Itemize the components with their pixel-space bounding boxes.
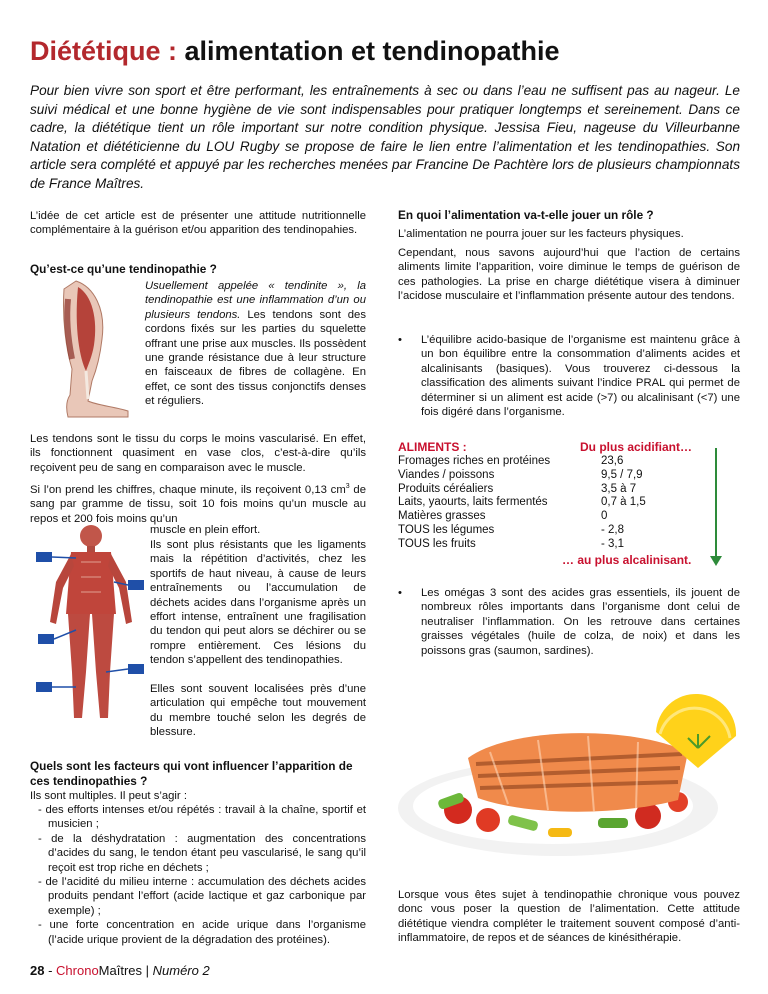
page-footer	[30, 963, 210, 978]
footer-separator: -	[44, 963, 57, 978]
muscle-body-illustration	[36, 522, 146, 727]
pral-value: - 2,8	[601, 523, 625, 536]
food-name: Viandes / poissons	[398, 468, 495, 481]
page-title	[30, 36, 560, 67]
pral-value: 0	[601, 510, 608, 523]
p3-part-a: Si l’on prend les chiffres, chaque minute, ils reçoivent 0,13 cm	[30, 483, 346, 496]
right-p1: L’alimentation ne pourra jouer sur les facteurs physiques.	[398, 228, 684, 240]
factor-item: - des efforts intenses et/ou répétés : travail à la chaîne, sportif et musicien ;	[38, 804, 366, 831]
table-row	[398, 455, 698, 469]
bullet-acid-base	[398, 333, 740, 419]
left-p4: muscle en plein effort.	[150, 524, 261, 536]
pral-value: 0,7 à 1,5	[601, 496, 646, 509]
food-name: Matières grasses	[398, 510, 486, 523]
down-arrow-icon	[708, 448, 724, 568]
factors-list	[30, 803, 366, 947]
heading-role: En quoi l’alimentation va-t-elle jouer un rôle ?	[398, 208, 654, 222]
footer-bar: |	[142, 963, 153, 978]
pral-value: 3,5 à 7	[601, 482, 637, 495]
brand-chrono: Chrono	[56, 963, 99, 978]
bullet-omega3-text: Les omégas 3 sont des acides gras essentiels, ils jouent de nombreux rôles importants dans l’organisme dont celui de neutraliser l’inflammation. On les retrouve dans certaines graisses végétales (huile de colza, de noix) et dans les poissons gras (saumon, sardines).	[421, 587, 740, 657]
left-p1: L’idée de cet article est de présenter une attitude nutritionnelle complémentaire à la guérison et/ou apparition des tendinopahies.	[30, 210, 366, 237]
salmon-dish-photo	[398, 688, 740, 858]
title-main: alimentation et tendinopathie	[177, 36, 560, 66]
intro-paragraph: Pour bien vivre son sport et être performant, les entraînements à sec ou dans l’eau ne suffisent pas au nageur. Le suivi médical et une bonne hygiène de vie sont indispensables pour pratiquer longtemps et sereinement. Dans ce cadre, la diététique tient un rôle important sur notre condition physique. Jessisa Fieu, nageuse du Villeurbanne Natation et diététicienne du LOU Rugby se propose de faire le lien entre l’alimentation et les tendinopathies. Son article sera complété et appuyé par les recherches menées par Francine De Pachtère lors de plusieurs championnats de France Maîtres.	[30, 83, 740, 191]
factor-item: - une forte concentration en acide urique dans l’organisme (l’acide urique provient de la dégradation des protéines).	[38, 919, 366, 946]
pral-value: - 3,1	[601, 537, 625, 550]
left-p7: Ils sont multiples. Il peut s’agir :	[30, 790, 187, 802]
table-row	[398, 469, 698, 483]
bullet-omega3	[398, 586, 740, 658]
pral-value: 9,5 / 7,9	[601, 468, 643, 481]
bullet-dot: •	[398, 334, 402, 346]
bullet-acid-base-text: L’équilibre acido-basique de l’organisme est maintenu grâce à un bon équilibre entre la consommation d’aliments acides et alcalinisants (basiques). Vous trouverez ci-dessous la classification des aliments suivant l’indice PRAL qui permet de déterminer si un aliment est acide (>7) ou alcalinisant (<7) une fois digéré dans l’organisme.	[421, 334, 740, 419]
p3-part-b: de sang par gramme de tissu, soit 10 fois moins qu’un muscle au repos et 200 fois moins qu’un	[30, 483, 366, 525]
left-p3	[30, 480, 366, 526]
factor-item: - de l’acidité du milieu interne : accumulation des déchets acides produits pendant l’effort (acide lactique et gaz carbonique par exemple) ;	[38, 876, 366, 917]
title-prefix: Diététique :	[30, 36, 178, 66]
bullet-dot: •	[398, 587, 402, 599]
table-footer-alkaline: … au plus alcalinisant.	[562, 553, 692, 567]
table-header-foods: ALIMENTS :	[398, 440, 467, 454]
pral-value: 23,6	[601, 455, 624, 467]
p3-superscript: 3	[345, 483, 350, 490]
right-p2: Cependant, nous savons aujourd’hui que l’action de certains aliments limite l’apparition, voire diminue le temps de guérison de ces pathologies. La prise en charge diététique visera à diminuer l’acidose musculaire et l’inflammation présente autour des tendons.	[398, 247, 740, 303]
table-row	[398, 524, 698, 538]
page-number: 28	[30, 963, 45, 978]
table-row	[398, 496, 698, 510]
leg-illustration	[36, 279, 136, 419]
table-row	[398, 538, 698, 552]
heading-factors: Quels sont les facteurs qui vont influencer l’apparition de ces tendinopathies ?	[30, 759, 353, 788]
left-p2: Les tendons sont le tissu du corps le moins vascularisé. En effet, ils fonctionnent quasiment en vase clos, c’est-à-dire qu’ils reçoivent peu de sang en comparaison avec le muscle.	[30, 433, 366, 474]
issue-number: Numéro 2	[152, 963, 210, 978]
food-name: Fromages riches en protéines	[398, 455, 551, 467]
table-row	[398, 510, 698, 524]
definition-italic: Usuellement appelée « tendinite », la tendinopathie est une inflammation d’un ou plusieurs tendons.	[145, 280, 366, 321]
food-name: Produits céréaliers	[398, 482, 494, 495]
left-p6: Elles sont souvent localisées près d’une articulation qui empêche tout mouvement du membre touché selon les degrés de blessure.	[150, 683, 366, 739]
food-name: Laits, yaourts, laits fermentés	[398, 496, 548, 509]
conclusion-paragraph: Lorsque vous êtes sujet à tendinopathie chronique vous pouvez donc vous poser la question de l’alimentation. Cette attitude diététique viendra compléter le traitement souvent composé d’anti-inflammatoire, de repos et de séances de kinésithérapie.	[398, 889, 740, 945]
food-name: TOUS les légumes	[398, 523, 495, 536]
table-header-acid: Du plus acidifiant…	[580, 440, 693, 454]
brand-maitres: Maîtres	[98, 963, 143, 978]
left-p5: Ils sont plus résistants que les ligaments mais la répétition d’activités, chez les sportifs de haut niveau, à cause de leurs entraînements ou l’accumulation de déchets acides dans l’organisme après un effort intense, entraînent une fragilisation du tendon qui peut alors se déchirer ou se rompre entièrement. Ces lésions du tendon s’appellent des tendinopathies.	[150, 539, 366, 667]
food-name: TOUS les fruits	[398, 537, 476, 550]
factor-item: - de la déshydratation : augmentation des concentrations d’acides du sang, le tendon étant peu vascularisé, le sang qu’il reçoit est trop riche en déchets ;	[38, 832, 366, 874]
definition-rest: Les tendons sont des cordons fixés sur les parties du squelette offrant une prise aux muscles. Ils possèdent une grande résistance due à leur structure en faisceaux de fibres de collagène. En effet, ce sont des tissus conjonctifs denses et réguliers.	[145, 308, 366, 408]
pral-table	[398, 455, 698, 552]
tendinopathy-definition	[145, 279, 366, 409]
table-row	[398, 483, 698, 497]
heading-what-is: Qu’est-ce qu’une tendinopathie ?	[30, 262, 217, 276]
